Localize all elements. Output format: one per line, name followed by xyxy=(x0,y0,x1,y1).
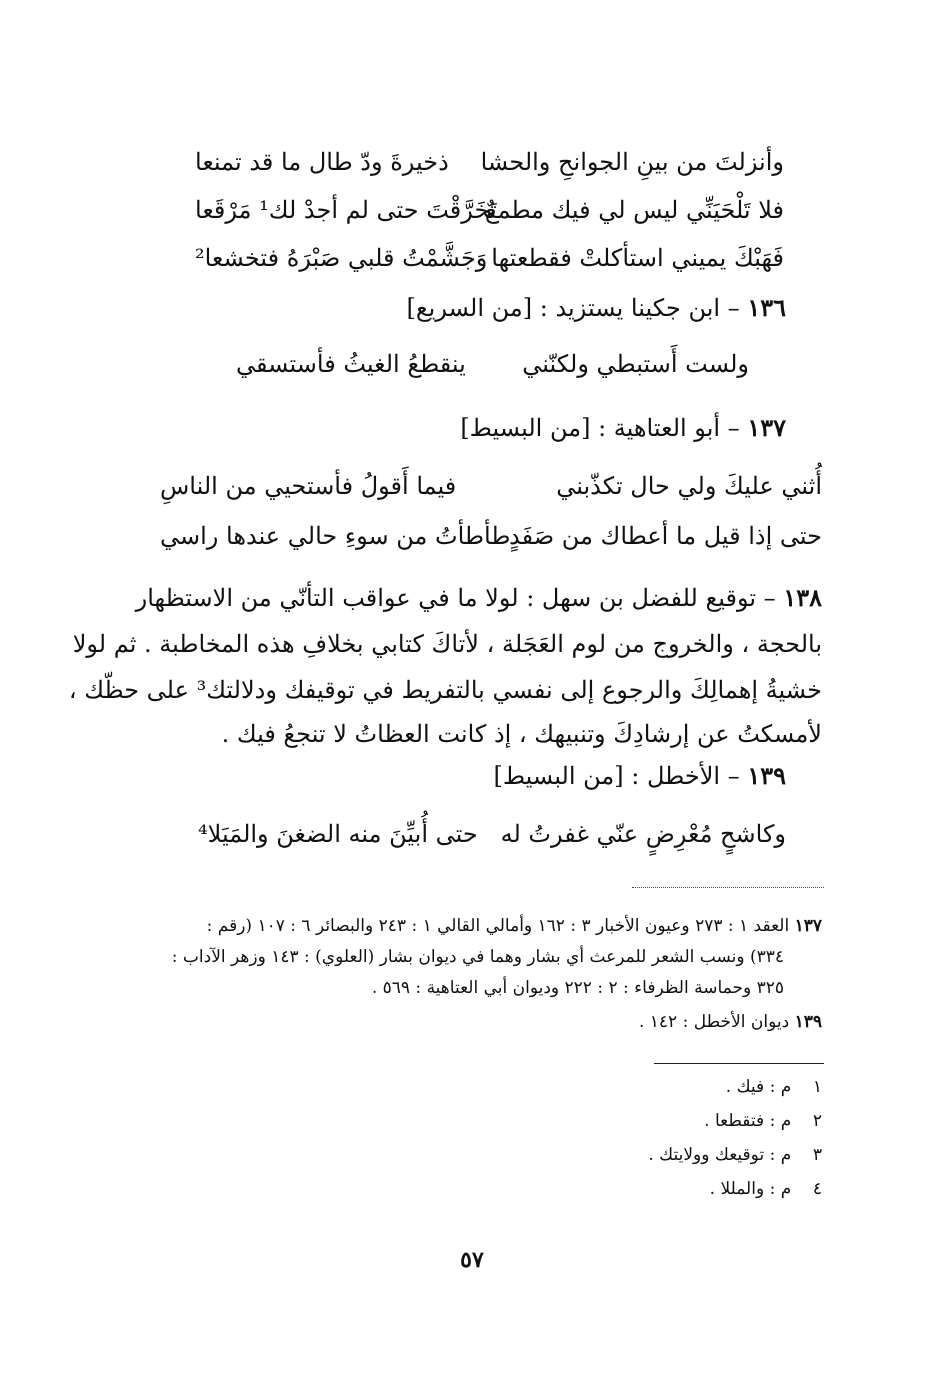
footnote-number: ٢ xyxy=(812,1111,822,1131)
entry-number: ١٣٧ xyxy=(747,413,786,442)
footnote xyxy=(704,1109,822,1133)
verse-hemistich-right: ولست أَستبطي ولكنّني xyxy=(522,350,749,378)
prose-line: بالحجة ، والخروج من لوم العَجَلة ، لأتاكَ كتابي بخلافِ هذه المخاطبة . ثم لولا xyxy=(72,630,822,658)
verse-hemistich-right: حتى إذا قيل ما أعطاك من صَفَدٍ xyxy=(509,522,822,550)
footnote-text: م : والمللا . xyxy=(709,1179,792,1199)
footnote xyxy=(710,1177,822,1201)
footnotes-separator xyxy=(654,1063,824,1064)
verse-hemistich-left: ذخيرةَ ودّ طال ما قد تمنعا xyxy=(195,148,449,176)
source-line: ٣٢٥ وحماسة الظرفاء : ٢ : ٢٢٢ وديوان أبي العتاهية : ٥٦٩ . xyxy=(371,978,784,998)
prose-line: خشيةُ إهمالِكَ والرجوع إلى نفسي بالتفريط في توقيفك ودلالتك³ على حظّك ، xyxy=(68,676,822,704)
verse-hemistich-left: تَخَرَّقْتَ حتى لم أجدْ لك¹ مَرْقَعا xyxy=(195,196,497,224)
sources-separator xyxy=(632,887,824,888)
verse-hemistich-left: فيما أَقولُ فأستحيي من الناسِ xyxy=(160,472,457,500)
entry-number: ١٣٩ xyxy=(747,761,786,790)
verse-hemistich-right: وكاشحٍ مُعْرِضٍ عنّي غفرتُ له xyxy=(500,820,786,848)
prose-text: – توقيع للفضل بن سهل : لولا ما في عواقب التأنّي من الاستظهار xyxy=(135,584,776,612)
footnote-number: ٤ xyxy=(812,1179,822,1199)
entry-heading-136 xyxy=(407,292,786,324)
prose-line xyxy=(136,582,822,614)
verse-hemistich-right: أُثني عليكَ ولي حال تكذّبني xyxy=(556,472,822,500)
entry-heading-text: – أبو العتاهية : [من البسيط] xyxy=(460,414,740,442)
footnote xyxy=(648,1143,822,1167)
source-number: ١٣٩ xyxy=(794,1012,822,1032)
entry-heading-137 xyxy=(460,412,786,444)
verse-hemistich-left: ينقطعُ الغيثُ فأستسقي xyxy=(236,350,466,378)
footnote-text: م : فتقطعا . xyxy=(704,1111,792,1131)
verse-hemistich-right: فلا تَلْحَيَنِّي ليس لي فيك مطمعٌ xyxy=(484,196,784,224)
footnote-text: م : فيك . xyxy=(725,1077,792,1097)
footnote-number: ٣ xyxy=(812,1145,822,1165)
verse-hemistich-left: وَجَشَّمْتُ قلبي صَبْرَهُ فتخشعا² xyxy=(195,244,488,272)
footnote xyxy=(726,1075,822,1099)
source-line xyxy=(207,914,822,938)
source-number: ١٣٧ xyxy=(794,916,822,936)
verse-hemistich-left: حتى أُبيِّنَ منه الضغنَ والمَيَلا⁴ xyxy=(198,820,478,848)
verse-hemistich-left: طأطأتُ من سوءِ حالي عندها راسي xyxy=(160,522,511,550)
source-line: ٣٣٤) ونسب الشعر للمرعث أي بشار وهما في ديوان بشار (العلوي) : ١٤٣ وزهر الآداب : xyxy=(171,947,784,967)
entry-heading-139 xyxy=(494,760,786,792)
footnote-number: ١ xyxy=(812,1077,822,1097)
prose-line: لأمسكتُ عن إرشادِكَ وتنبيهك ، إذ كانت العظاتُ لا تنجعُ فيك . xyxy=(221,720,822,748)
source-text: العقد ١ : ٢٧٣ وعيون الأخبار ٣ : ١٦٢ وأمالي القالي ١ : ٢٤٣ والبصائر ٦ : ١٠٧ (رقم : xyxy=(206,916,790,936)
entry-number: ١٣٨ xyxy=(783,583,822,612)
entry-heading-text: – الأخطل : [من البسيط] xyxy=(493,762,740,790)
page-number: ٥٧ xyxy=(460,1247,484,1273)
source-text: ديوان الأخطل : ١٤٢ . xyxy=(638,1012,790,1032)
verse-hemistich-right: وأنزلتَ من بينِ الجوانحِ والحشا xyxy=(480,148,784,176)
entry-number: ١٣٦ xyxy=(747,293,786,322)
source-line xyxy=(639,1010,822,1034)
footnote-text: م : توقيعك وولايتك . xyxy=(648,1145,792,1165)
verse-hemistich-right: فَهَبْكَ يميني استأكلتْ فقطعتها xyxy=(491,244,784,272)
entry-heading-text: – ابن جكينا يستزيد : [من السريع] xyxy=(406,294,740,322)
